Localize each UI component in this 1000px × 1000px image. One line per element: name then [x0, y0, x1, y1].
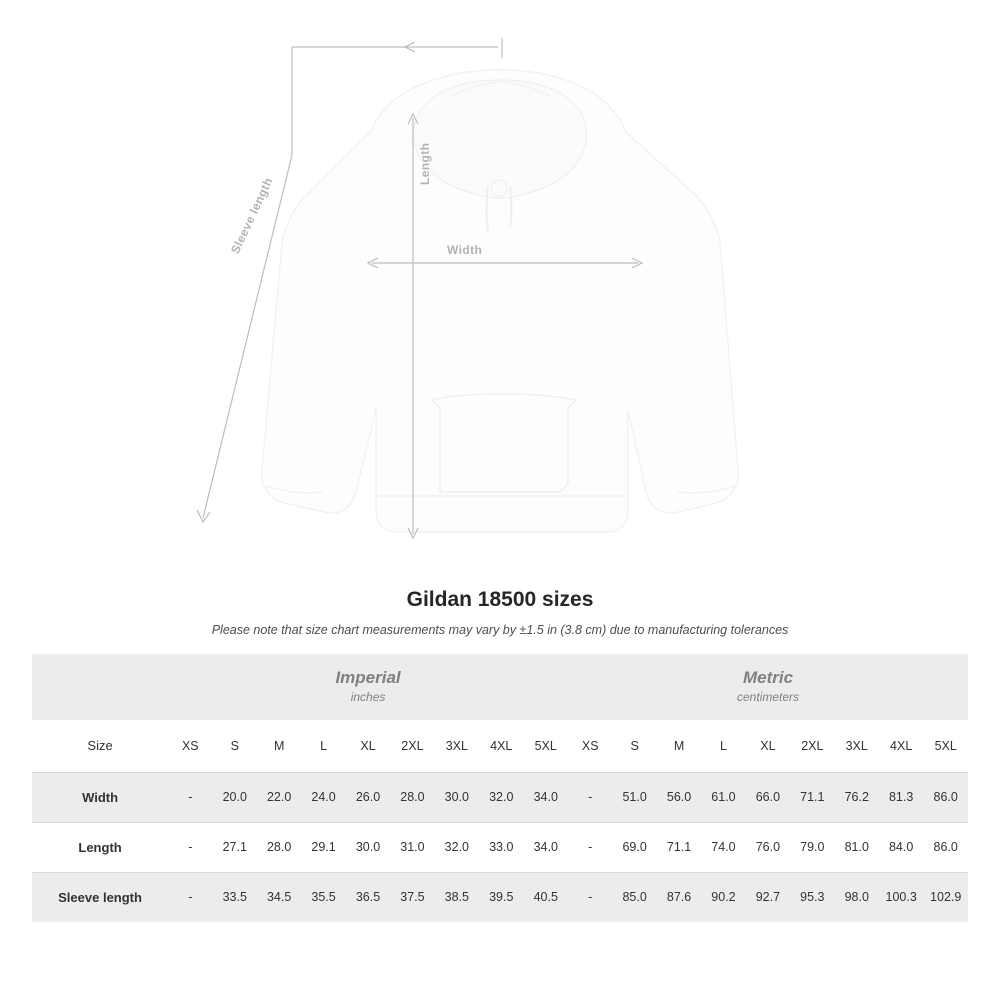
cell-length-imperial-3xl: 32.0	[444, 840, 470, 854]
size-col-metric-m: M	[657, 720, 701, 772]
size-col-metric-xl: XL	[746, 720, 790, 772]
cell-length-imperial-xl: 30.0	[355, 840, 381, 854]
cell-sleeve-metric-3xl: 98.0	[835, 872, 879, 922]
sleeve-length-dimension-label: Sleeve length	[228, 175, 276, 256]
cell-length-metric-l: 74.0	[711, 840, 736, 854]
cell-sleeve-imperial-3xl: 38.5	[435, 872, 479, 922]
cell-width-imperial-s: 20.0	[213, 772, 257, 822]
size-table-wrap	[32, 654, 968, 922]
width-dimension-label: Width	[447, 243, 483, 257]
cell-length-metric-s: 69.0	[622, 840, 647, 854]
cell-width-imperial-4xl: 32.0	[479, 772, 523, 822]
cell-length-imperial-xs: -	[188, 840, 193, 854]
cell-length-metric-4xl: 84.0	[888, 840, 914, 854]
size-col-imperial-s: S	[213, 720, 257, 772]
size-col-imperial-4xl: 4XL	[479, 720, 523, 772]
system-imperial-unit: inches	[350, 690, 386, 705]
size-col-metric-2xl: 2XL	[790, 720, 834, 772]
cell-length-metric-xl: 76.0	[755, 840, 781, 854]
length-dimension-label: Length	[418, 142, 432, 185]
hoodie-shape	[262, 70, 739, 532]
cell-length-imperial-2xl: 31.0	[400, 840, 425, 854]
title-block	[0, 588, 1000, 637]
size-col-metric-xs: XS	[568, 720, 612, 772]
size-col-imperial-5xl: 5XL	[523, 720, 568, 772]
system-metric-unit: centimeters	[736, 690, 800, 705]
system-header-spacer	[32, 654, 168, 720]
system-imperial	[168, 654, 568, 720]
cell-width-metric-2xl: 71.1	[790, 772, 834, 822]
cell-sleeve-imperial-5xl: 40.5	[523, 872, 568, 922]
system-metric-name: Metric	[742, 667, 794, 687]
system-header-row	[32, 654, 968, 720]
cell-width-metric-xs: -	[568, 772, 612, 822]
size-label-cell: Size	[32, 720, 168, 772]
cell-sleeve-metric-xs: -	[568, 872, 612, 922]
cell-length-metric-3xl: 81.0	[844, 840, 869, 854]
cell-sleeve-metric-s: 85.0	[612, 872, 656, 922]
cell-length-metric-5xl: 86.0	[933, 840, 958, 854]
cell-width-metric-m: 56.0	[657, 772, 701, 822]
cell-sleeve-metric-m: 87.6	[657, 872, 701, 922]
size-col-metric-s: S	[612, 720, 656, 772]
cell-length-imperial-5xl: 34.0	[533, 840, 558, 854]
page-title: Gildan 18500 sizes	[406, 588, 594, 611]
size-col-metric-3xl: 3XL	[835, 720, 879, 772]
size-col-imperial-m: M	[257, 720, 301, 772]
size-col-imperial-3xl: 3XL	[435, 720, 479, 772]
size-col-imperial-xs: XS	[168, 720, 212, 772]
size-col-imperial-xl: XL	[346, 720, 390, 772]
cell-sleeve-metric-4xl: 100.3	[879, 872, 923, 922]
cell-width-imperial-m: 22.0	[257, 772, 301, 822]
cell-sleeve-metric-5xl: 102.9	[923, 872, 968, 922]
size-col-metric-4xl: 4XL	[879, 720, 923, 772]
size-col-metric-l: L	[701, 720, 745, 772]
cell-sleeve-imperial-2xl: 37.5	[390, 872, 434, 922]
cell-sleeve-metric-2xl: 95.3	[790, 872, 834, 922]
cell-sleeve-imperial-l: 35.5	[301, 872, 345, 922]
size-chart-table	[32, 654, 968, 922]
size-header-row	[32, 720, 968, 772]
cell-width-metric-xl: 66.0	[746, 772, 790, 822]
table-row	[32, 872, 968, 922]
tolerance-note: Please note that size chart measurements may vary by ±1.5 in (3.8 cm) due to manufacturing tolerances	[211, 623, 789, 637]
row-label-width: Width	[32, 772, 168, 822]
cell-length-imperial-4xl: 33.0	[489, 840, 514, 854]
cell-sleeve-imperial-xs: -	[168, 872, 212, 922]
cell-width-imperial-2xl: 28.0	[390, 772, 434, 822]
table-row	[32, 822, 968, 872]
size-col-imperial-l: L	[301, 720, 345, 772]
cell-sleeve-imperial-4xl: 39.5	[479, 872, 523, 922]
cell-sleeve-imperial-s: 33.5	[213, 872, 257, 922]
cell-width-metric-l: 61.0	[701, 772, 745, 822]
row-label-sleeve-length: Sleeve length	[32, 872, 168, 922]
cell-width-imperial-3xl: 30.0	[435, 772, 479, 822]
size-col-imperial-2xl: 2XL	[390, 720, 434, 772]
cell-width-imperial-xl: 26.0	[346, 772, 390, 822]
cell-width-metric-3xl: 76.2	[835, 772, 879, 822]
cell-length-metric-m: 71.1	[666, 840, 692, 854]
cell-length-imperial-s: 27.1	[222, 840, 247, 854]
row-label-length: Length	[78, 839, 122, 855]
cell-width-imperial-5xl: 34.0	[523, 772, 568, 822]
cell-length-imperial-l: 29.1	[311, 840, 336, 854]
system-metric	[568, 654, 968, 720]
system-imperial-name: Imperial	[335, 667, 401, 687]
cell-sleeve-imperial-xl: 36.5	[346, 872, 390, 922]
size-col-metric-5xl: 5XL	[923, 720, 968, 772]
cell-length-imperial-m: 28.0	[266, 840, 292, 854]
table-row	[32, 772, 968, 822]
cell-length-metric-xs: -	[588, 840, 593, 854]
cell-width-metric-4xl: 81.3	[879, 772, 923, 822]
cell-width-imperial-xs: -	[168, 772, 212, 822]
cell-width-metric-5xl: 86.0	[923, 772, 968, 822]
cell-sleeve-imperial-m: 34.5	[257, 872, 301, 922]
cell-sleeve-metric-xl: 92.7	[746, 872, 790, 922]
cell-sleeve-metric-l: 90.2	[701, 872, 745, 922]
cell-length-metric-2xl: 79.0	[800, 840, 825, 854]
cell-width-metric-s: 51.0	[612, 772, 656, 822]
cell-width-imperial-l: 24.0	[301, 772, 345, 822]
